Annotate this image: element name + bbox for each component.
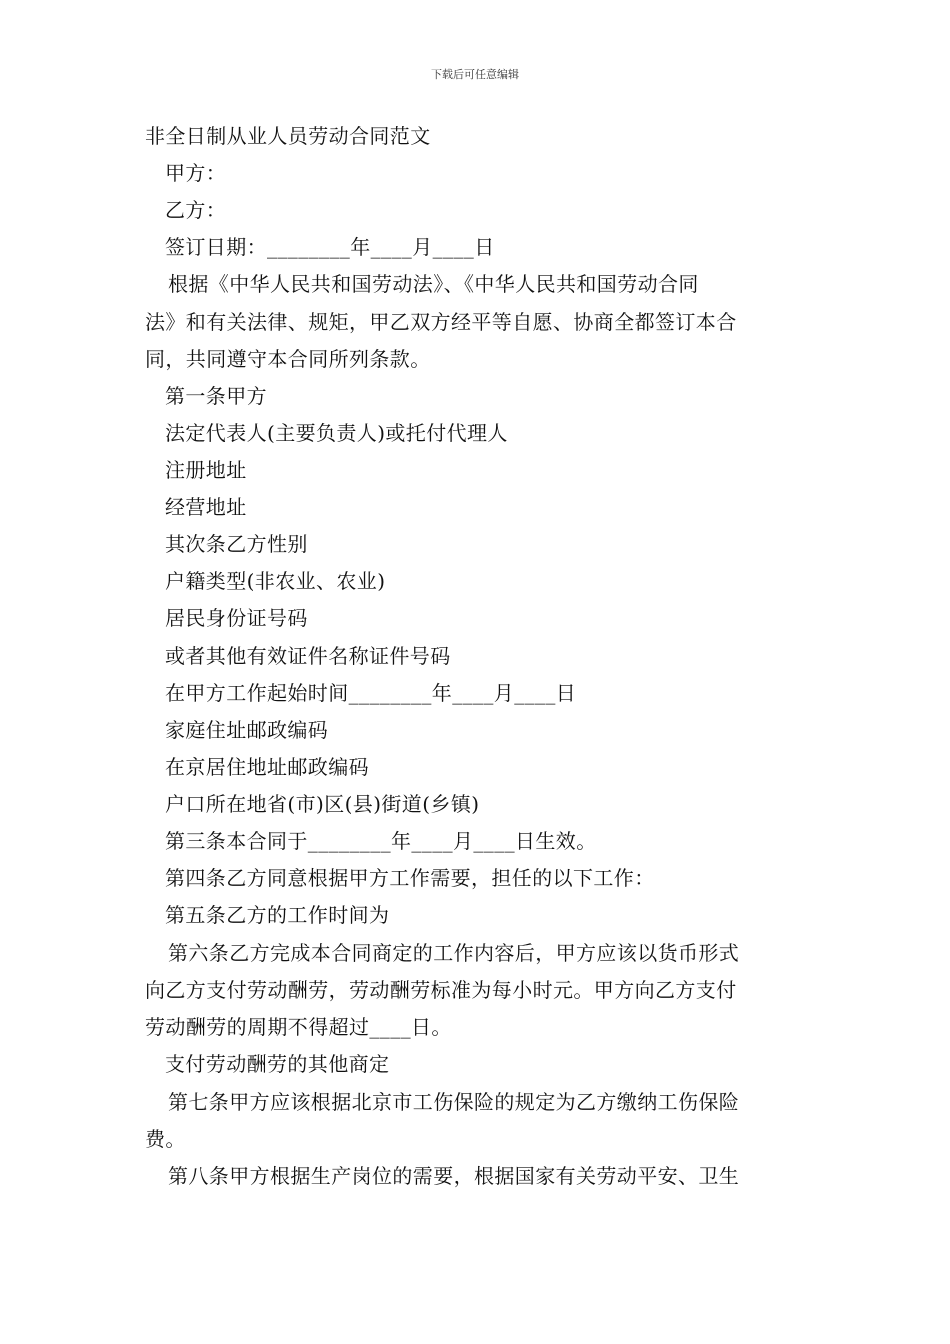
preamble-line-3: 同，共同遵守本合同所列条款。 xyxy=(145,347,431,371)
household-type-line: 户籍类型(非农业、农业) xyxy=(165,569,386,593)
page-header: 下载后可任意编辑 xyxy=(431,68,519,81)
id-number-line: 居民身份证号码 xyxy=(165,606,308,630)
registered-address-line: 注册地址 xyxy=(165,458,247,482)
party-a-line: 甲方： xyxy=(165,161,227,185)
legal-representative-line: 法定代表人(主要负责人)或托付代理人 xyxy=(165,421,508,445)
party-b-line: 乙方： xyxy=(165,198,227,222)
start-date-line: 在甲方工作起始时间________年____月____日 xyxy=(165,681,577,705)
article-1-heading: 第一条甲方 xyxy=(165,384,267,408)
article-7-line-1: 第七条甲方应该根据北京市工伤保险的规定为乙方缴纳工伤保险 xyxy=(168,1090,740,1114)
article-8-line-1: 第八条甲方根据生产岗位的需要，根据国家有关劳动平安、卫生 xyxy=(168,1164,740,1188)
article-5-line: 第五条乙方的工作时间为 xyxy=(165,903,390,927)
article-7-line-2: 费。 xyxy=(145,1127,186,1151)
article-6-line-2: 向乙方支付劳动酬劳，劳动酬劳标准为每小时元。甲方向乙方支付 xyxy=(145,978,737,1002)
article-4-line: 第四条乙方同意根据甲方工作需要，担任的以下工作： xyxy=(165,866,655,890)
preamble-line-1: 根据《中华人民共和国劳动法》、《中华人民共和国劳动合同 xyxy=(168,272,699,296)
hukou-location-line: 户口所在地省(市)区(县)街道(乡镇) xyxy=(165,792,480,816)
other-payment-line: 支付劳动酬劳的其他商定 xyxy=(165,1052,390,1076)
sign-date-line: 签订日期：________年____月____日 xyxy=(165,235,495,259)
beijing-address-line: 在京居住地址邮政编码 xyxy=(165,755,369,779)
preamble-line-2: 法》和有关法律、规矩，甲乙双方经平等自愿、协商全都签订本合 xyxy=(145,310,737,334)
article-6-line-1: 第六条乙方完成本合同商定的工作内容后，甲方应该以货币形式 xyxy=(168,941,740,965)
business-address-line: 经营地址 xyxy=(165,495,247,519)
article-6-line-3: 劳动酬劳的周期不得超过____日。 xyxy=(145,1015,452,1039)
article-3-line: 第三条本合同于________年____月____日生效。 xyxy=(165,829,597,853)
article-2-gender-line: 其次条乙方性别 xyxy=(165,532,308,556)
other-id-line: 或者其他有效证件名称证件号码 xyxy=(165,644,451,668)
document-title: 非全日制从业人员劳动合同范文 xyxy=(145,124,431,148)
home-address-line: 家庭住址邮政编码 xyxy=(165,718,329,742)
